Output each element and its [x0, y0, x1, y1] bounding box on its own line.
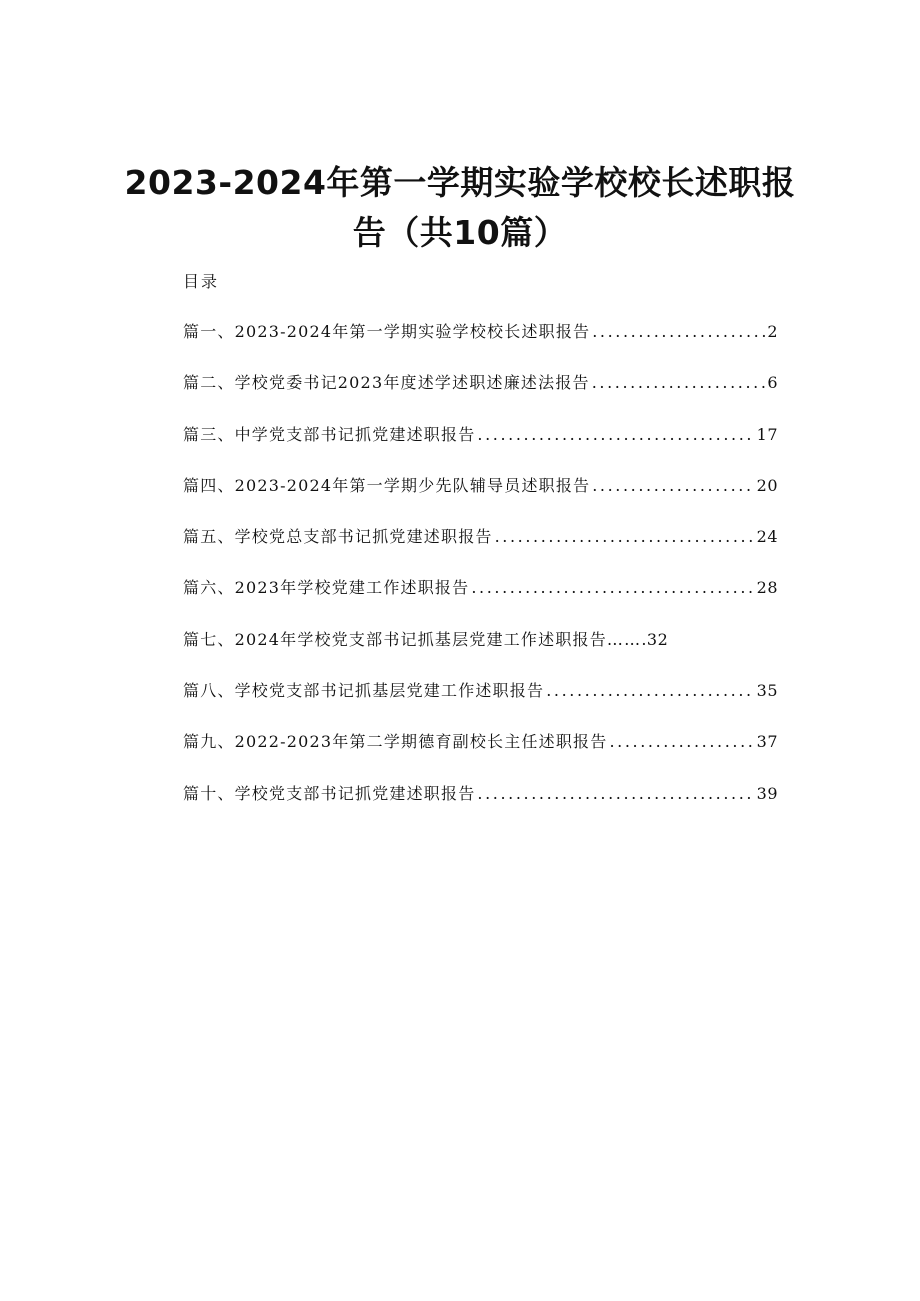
- toc-dot-leader: [609, 728, 754, 756]
- toc-item-8[interactable]: [183, 677, 778, 728]
- toc-item-label: 篇二、学校党委书记2023年度述学述职述廉述法报告: [183, 373, 590, 393]
- title-line-1: 2023-2024年第一学期实验学校校长述职报: [124, 163, 796, 203]
- toc-item-2[interactable]: [183, 369, 778, 420]
- toc-item-page: .32: [641, 629, 669, 649]
- toc-item-label: 篇五、学校党总支部书记抓党建述职报告: [183, 527, 493, 547]
- toc-item-4[interactable]: [183, 472, 778, 523]
- toc-item-label: 篇八、学校党支部书记抓基层党建工作述职报告: [183, 681, 545, 701]
- toc-item-3[interactable]: [183, 421, 778, 472]
- toc-item-label: 篇九、2022-2023年第二学期德育副校长主任述职报告: [183, 732, 608, 752]
- toc-dot-leader: [592, 472, 754, 500]
- toc-item-page: 6: [767, 373, 778, 393]
- toc-item-label: 篇一、2023-2024年第一学期实验学校校长述职报告: [183, 322, 591, 341]
- toc-item-page: 28: [756, 578, 778, 598]
- toc-item-page: 35: [756, 681, 778, 701]
- toc-dot-leader: [546, 677, 754, 705]
- toc-item-1[interactable]: [183, 318, 778, 369]
- toc-item-9[interactable]: [183, 728, 778, 779]
- title-line-2: 告（共10篇）: [352, 213, 568, 253]
- toc-dot-leader: [477, 780, 754, 808]
- toc-item-page: 24: [756, 527, 778, 547]
- toc-item-label: 篇七、2024年学校党支部书记抓基层党建工作述职报告……: [183, 629, 642, 649]
- toc-item-6[interactable]: [183, 574, 778, 625]
- toc-dot-leader: [592, 369, 766, 397]
- toc-heading: 目录: [183, 272, 220, 291]
- toc-dot-leader: [592, 318, 765, 346]
- toc-item-page: 20: [756, 475, 778, 495]
- toc-item-page: 37: [756, 732, 778, 752]
- toc-item-10[interactable]: [183, 780, 778, 831]
- toc-item-page: 17: [756, 424, 778, 444]
- toc-dot-leader: [495, 523, 755, 551]
- toc-item-label: 篇三、中学党支部书记抓党建述职报告: [183, 424, 476, 444]
- toc-item-page: 2: [767, 322, 778, 341]
- toc-dot-leader: [471, 574, 754, 602]
- toc-item-label: 篇六、2023年学校党建工作述职报告: [183, 578, 470, 598]
- toc-item-label: 篇十、学校党支部书记抓党建述职报告: [183, 783, 476, 803]
- toc-dot-leader: [477, 421, 754, 449]
- toc-item-7[interactable]: [183, 626, 778, 677]
- table-of-contents: [183, 318, 778, 831]
- document-title: [0, 158, 920, 258]
- toc-item-5[interactable]: [183, 523, 778, 574]
- toc-item-label: 篇四、2023-2024年第一学期少先队辅导员述职报告: [183, 475, 591, 495]
- toc-item-page: 39: [756, 783, 778, 803]
